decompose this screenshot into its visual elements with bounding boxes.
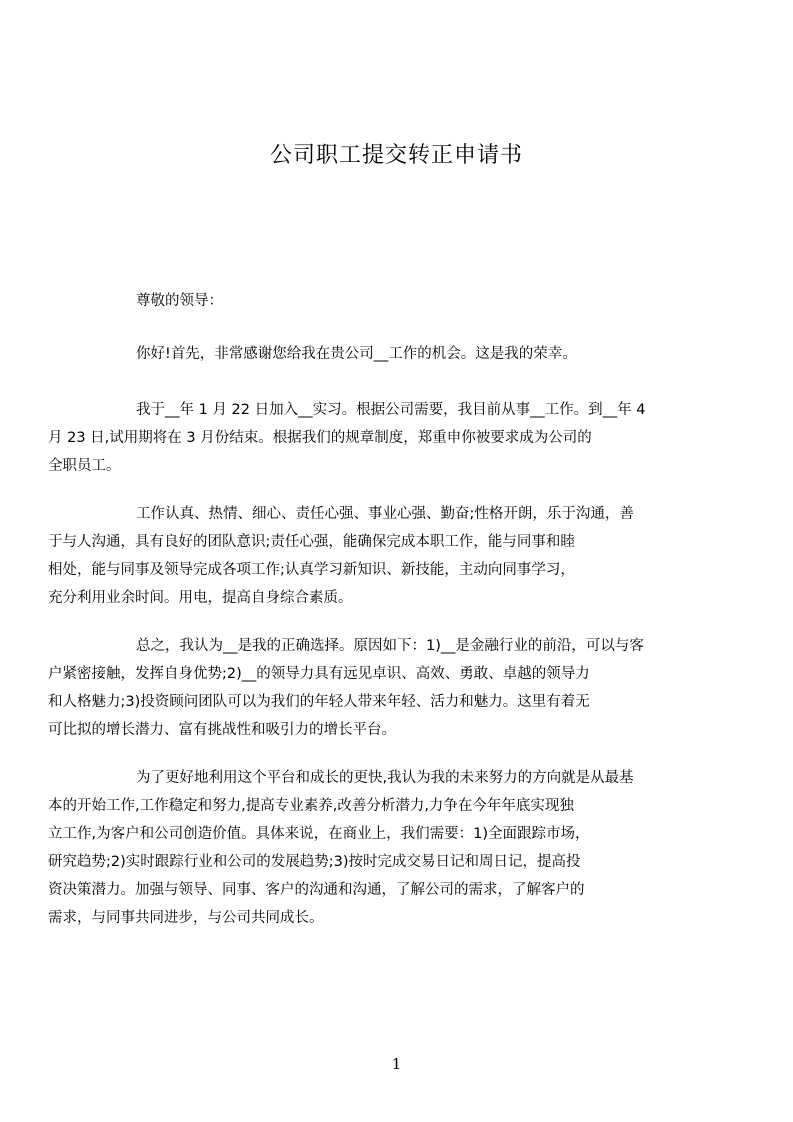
paragraph-line: 相处，能与同事及领导完成各项工作;认真学习新知识、新技能，主动向同事学习，: [48, 562, 575, 578]
page-number: 1: [391, 1055, 402, 1073]
paragraph-line: 月 23 日,试用期将在 3 月份结束。根据我们的规章制度，郑重申你被要求成为公司的: [48, 430, 592, 446]
paragraph-line: 本的开始工作,工作稳定和努力,提高专业素养,改善分析潜力,力争在今年年底实现独: [48, 798, 574, 814]
paragraph-line: 为了更好地利用这个平台和成长的更快,我认为我的未来努力的方向就是从最基: [136, 770, 634, 786]
paragraph-line: 充分利用业余时间。用电，提高自身综合素质。: [48, 590, 353, 606]
paragraph-greeting: [92, 340, 698, 368]
paragraph-work-attitude: [48, 500, 698, 612]
paragraph-line: 全职员工。: [48, 458, 121, 474]
paragraph-line: 于与人沟通，具有良好的团队意识;责任心强，能确保完成本职工作，能与同事和睦: [48, 534, 575, 550]
paragraph-line: 工作认真、热情、细心、责任心强、事业心强、勤奋;性格开朗，乐于沟通，善: [136, 506, 634, 522]
salutation: [92, 287, 698, 315]
paragraph-line: 立工作,为客户和公司创造价值。具体来说，在商业上，我们需要：1)全面跟踪市场，: [48, 826, 590, 842]
salutation-line: 尊敬的领导：: [136, 293, 223, 309]
paragraph-line: 需求，与同事共同进步，与公司共同成长。: [48, 910, 324, 926]
paragraph-line: 资决策潜力。加强与领导、同事、客户的沟通和沟通，了解公司的需求，了解客户的: [48, 882, 585, 898]
paragraph-line: 和人格魅力;3)投资顾问团队可以为我们的年轻人带来年轻、活力和魅力。这里有着无: [48, 694, 590, 710]
paragraph-employment: [48, 396, 698, 480]
paragraph-line: 可比拟的增长潜力、富有挑战性和吸引力的增长平台。: [48, 722, 396, 738]
document-title: 公司职工提交转正申请书: [269, 143, 523, 168]
paragraph-line: 总之，我认为__是我的正确选择。原因如下：1)__是金融行业的前沿，可以与客: [136, 638, 644, 654]
paragraph-line: 户紧密接触，发挥自身优势;2)__的领导力具有远见卓识、高效、勇敢、卓越的领导力: [48, 666, 590, 682]
paragraph-line: 研究趋势;2)实时跟踪行业和公司的发展趋势;3)按时完成交易日记和周日记，提高投: [48, 854, 581, 870]
paragraph-line: 你好!首先，非常感谢您给我在贵公司__工作的机会。这是我的荣幸。: [136, 346, 577, 362]
paragraph-reasons: [48, 632, 698, 744]
paragraph-line: 我于__年 1 月 22 日加入__实习。根据公司需要，我目前从事__工作。到__年 4: [136, 402, 646, 418]
paragraph-future-plan: [48, 764, 698, 932]
